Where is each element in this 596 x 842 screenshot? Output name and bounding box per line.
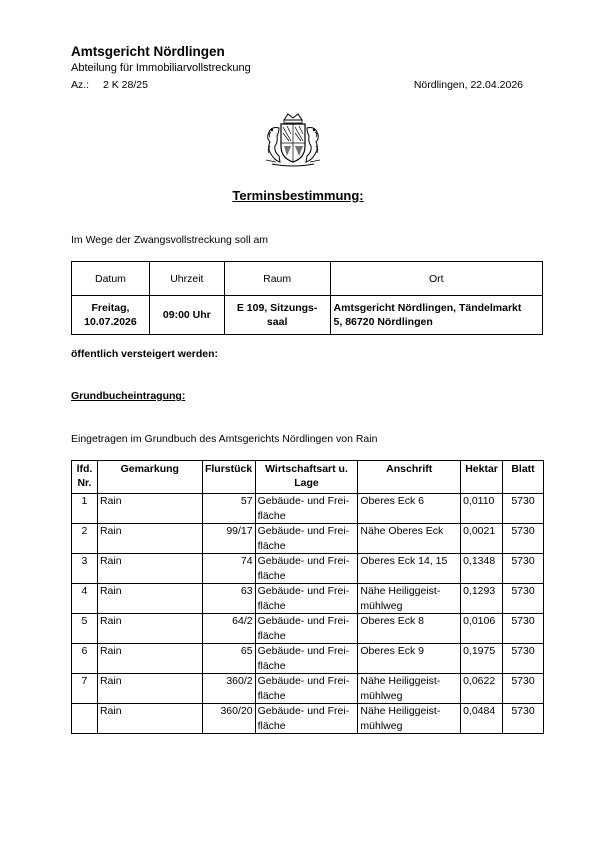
col-wirtschaftsart-line-2: Lage <box>294 477 319 489</box>
cell-gemarkung: Rain <box>97 704 202 734</box>
cell-blatt: 5730 <box>503 614 544 644</box>
table-row <box>72 524 544 554</box>
cell-wirtschaftsart <box>255 524 358 554</box>
col-wirtschaftsart <box>255 461 358 494</box>
col-nr-line-2: Nr. <box>77 477 92 489</box>
cell-anschrift <box>358 614 461 644</box>
cell-blatt: 5730 <box>503 524 544 554</box>
cell-flurstueck: 74 <box>202 554 255 584</box>
cell-wirtschaftsart-line-2: fläche <box>257 689 286 702</box>
bavarian-coat-of-arms-icon <box>262 112 324 168</box>
table-row <box>72 614 544 644</box>
land-register-heading: Grundbucheintragung: <box>71 390 186 402</box>
cell-anschrift-line-1: Oberes Eck 14, 15 <box>360 555 448 567</box>
cell-hektar: 0,0106 <box>461 614 503 644</box>
cell-wirtschaftsart <box>255 614 358 644</box>
cell-wirtschaftsart-line-1: Gebäude- und Frei- <box>257 495 350 507</box>
cell-nr <box>72 704 98 734</box>
room-line-2: saal <box>266 316 288 328</box>
table-row <box>72 704 544 734</box>
parcel-table-body <box>72 494 544 734</box>
cell-wirtschaftsart-line-1: Gebäude- und Frei- <box>257 705 350 717</box>
date-value: 10.07.2026 <box>84 316 137 328</box>
cell-hektar: 0,1348 <box>461 554 503 584</box>
cell-gemarkung: Rain <box>97 614 202 644</box>
table-row <box>72 674 544 704</box>
appointment-table <box>71 261 543 335</box>
col-date: Datum <box>72 262 150 296</box>
cell-anschrift-line-1: Nähe Heiliggeist- <box>360 675 441 687</box>
date-weekday: Freitag, <box>91 302 130 314</box>
cell-wirtschaftsart-line-2: fläche <box>257 509 286 522</box>
cell-anschrift <box>358 674 461 704</box>
cell-wirtschaftsart <box>255 584 358 614</box>
cell-gemarkung: Rain <box>97 554 202 584</box>
cell-nr: 5 <box>72 614 98 644</box>
cell-wirtschaftsart-line-1: Gebäude- und Frei- <box>257 525 350 537</box>
cell-flurstueck: 65 <box>202 644 255 674</box>
cell-gemarkung: Rain <box>97 494 202 524</box>
cell-anschrift <box>358 524 461 554</box>
cell-anschrift <box>358 584 461 614</box>
case-number-label: Az.: <box>71 79 90 91</box>
table-row <box>72 494 544 524</box>
cell-wirtschaftsart-line-1: Gebäude- und Frei- <box>257 585 350 597</box>
appointment-header-row <box>72 262 543 296</box>
court-name: Amtsgericht Nördlingen <box>71 44 225 59</box>
cell-nr: 1 <box>72 494 98 524</box>
land-register-note: Eingetragen im Grundbuch des Amtsgerichts Nördlingen von Rain <box>71 433 378 445</box>
cell-hektar: 0,0110 <box>461 494 503 524</box>
cell-wirtschaftsart <box>255 554 358 584</box>
col-nr <box>72 461 98 494</box>
cell-anschrift-line-1: Nähe Oberes Eck <box>360 525 444 537</box>
cell-anschrift <box>358 554 461 584</box>
cell-wirtschaftsart-line-1: Gebäude- und Frei- <box>257 555 350 567</box>
document-title <box>0 188 596 203</box>
cell-blatt: 5730 <box>503 584 544 614</box>
parcel-table <box>71 460 544 734</box>
intro-text: Im Wege der Zwangsvollstreckung soll am <box>71 234 269 246</box>
cell-flurstueck: 99/17 <box>202 524 255 554</box>
cell-blatt: 5730 <box>503 494 544 524</box>
document-title-text: Terminsbestimmung: <box>232 188 364 203</box>
cell-wirtschaftsart-line-2: fläche <box>257 629 286 642</box>
cell-nr: 4 <box>72 584 98 614</box>
cell-wirtschaftsart-line-2: fläche <box>257 659 286 672</box>
cell-anschrift-line-2: mühlweg <box>360 689 403 702</box>
table-row <box>72 644 544 674</box>
col-room: Raum <box>224 262 330 296</box>
cell-wirtschaftsart-line-2: fläche <box>257 569 286 582</box>
auction-statement: öffentlich versteigert werden: <box>71 348 219 360</box>
col-hektar: Hektar <box>461 461 503 494</box>
col-place: Ort <box>330 262 542 296</box>
cell-gemarkung: Rain <box>97 524 202 554</box>
col-blatt: Blatt <box>503 461 544 494</box>
col-flurstueck: Flurstück <box>202 461 255 494</box>
cell-blatt: 5730 <box>503 674 544 704</box>
cell-anschrift <box>358 494 461 524</box>
cell-hektar: 0,1975 <box>461 644 503 674</box>
cell-wirtschaftsart <box>255 494 358 524</box>
table-row <box>72 554 544 584</box>
cell-flurstueck: 57 <box>202 494 255 524</box>
cell-flurstueck: 64/2 <box>202 614 255 644</box>
appointment-time: 09:00 Uhr <box>149 296 224 335</box>
department: Abteilung für Immobiliarvollstreckung <box>71 62 251 74</box>
appointment-room <box>224 296 330 335</box>
table-row <box>72 584 544 614</box>
cell-gemarkung: Rain <box>97 674 202 704</box>
cell-nr: 3 <box>72 554 98 584</box>
cell-hektar: 0,0622 <box>461 674 503 704</box>
cell-nr: 7 <box>72 674 98 704</box>
cell-nr: 2 <box>72 524 98 554</box>
cell-anschrift-line-1: Nähe Heiliggeist- <box>360 585 441 597</box>
cell-wirtschaftsart-line-1: Gebäude- und Frei- <box>257 615 350 627</box>
appointment-place <box>330 296 542 335</box>
cell-blatt: 5730 <box>503 704 544 734</box>
cell-gemarkung: Rain <box>97 584 202 614</box>
cell-anschrift-line-2: mühlweg <box>360 599 403 612</box>
cell-wirtschaftsart-line-2: fläche <box>257 539 286 552</box>
case-number: 2 K 28/25 <box>103 79 148 91</box>
cell-blatt: 5730 <box>503 554 544 584</box>
appointment-date <box>72 296 150 335</box>
appointment-row <box>72 296 543 335</box>
cell-anschrift-line-1: Oberes Eck 9 <box>360 645 425 657</box>
cell-nr: 6 <box>72 644 98 674</box>
col-time: Uhrzeit <box>149 262 224 296</box>
cell-hektar: 0,1293 <box>461 584 503 614</box>
room-line-1: E 109, Sitzungs- <box>236 302 318 314</box>
cell-wirtschaftsart-line-1: Gebäude- und Frei- <box>257 675 350 687</box>
col-anschrift: Anschrift <box>358 461 461 494</box>
place-line-2: 5, 86720 Nördlingen <box>333 316 433 328</box>
cell-flurstueck: 63 <box>202 584 255 614</box>
cell-anschrift <box>358 644 461 674</box>
cell-anschrift-line-1: Oberes Eck 8 <box>360 615 425 627</box>
cell-hektar: 0,0484 <box>461 704 503 734</box>
col-gemarkung: Gemarkung <box>97 461 202 494</box>
cell-wirtschaftsart-line-2: fläche <box>257 599 286 612</box>
cell-anschrift <box>358 704 461 734</box>
cell-wirtschaftsart-line-1: Gebäude- und Frei- <box>257 645 350 657</box>
cell-wirtschaftsart-line-2: fläche <box>257 719 286 732</box>
city-date: Nördlingen, 22.04.2026 <box>413 79 523 91</box>
place-line-1: Amtsgericht Nördlingen, Tändelmarkt <box>333 302 522 314</box>
cell-gemarkung: Rain <box>97 644 202 674</box>
cell-wirtschaftsart <box>255 674 358 704</box>
col-wirtschaftsart-line-1: Wirtschaftsart u. <box>265 463 348 475</box>
cell-anschrift-line-2: mühlweg <box>360 719 403 732</box>
cell-flurstueck: 360/20 <box>202 704 255 734</box>
cell-wirtschaftsart <box>255 704 358 734</box>
cell-blatt: 5730 <box>503 644 544 674</box>
cell-anschrift-line-1: Nähe Heiliggeist- <box>360 705 441 717</box>
cell-wirtschaftsart <box>255 644 358 674</box>
cell-anschrift-line-1: Oberes Eck 6 <box>360 495 425 507</box>
col-nr-line-1: lfd. <box>76 463 93 475</box>
parcel-header-row <box>72 461 544 494</box>
cell-flurstueck: 360/2 <box>202 674 255 704</box>
cell-hektar: 0,0021 <box>461 524 503 554</box>
